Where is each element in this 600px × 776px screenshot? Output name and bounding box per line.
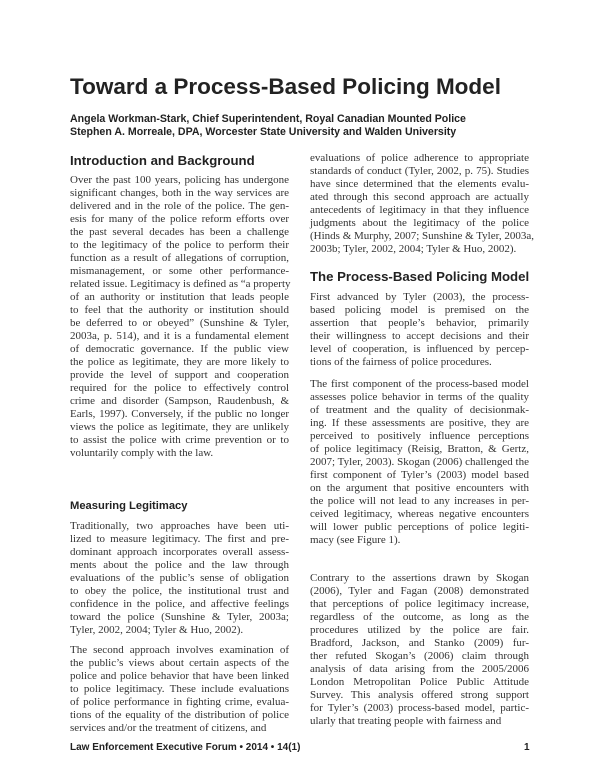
- text-line: tions of the equality of the distribution of police: [70, 709, 289, 721]
- text-line: to feel that the authority or institution should: [70, 304, 289, 316]
- text-line: standards of conduct (Tyler, 2002, p. 75). Studies: [310, 165, 529, 177]
- text-line: perceived to positively influence perceptions: [310, 430, 529, 442]
- text-line: to the legitimacy of the police to perform their: [70, 239, 289, 251]
- text-line: Over the past 100 years, policing has undergone: [70, 174, 289, 186]
- text-line: judgments about the legitimacy of the police: [310, 217, 529, 229]
- author-line-2: Stephen A. Morreale, DPA, Worcester State University and Walden University: [70, 126, 457, 138]
- text-line: regardless of the outcome, as long as the: [310, 611, 529, 623]
- text-line: provide the level of support and cooperation: [70, 369, 289, 381]
- page-number: 1: [524, 742, 530, 753]
- text-line: of police performance in fighting crime, evalua-: [70, 696, 289, 708]
- text-line: Earls, 1997). Conversely, if the public no longer: [70, 408, 289, 420]
- text-line: to police legitimacy. These include evaluations: [70, 683, 289, 695]
- text-line: the police as legitimate, they are more likely to: [70, 356, 289, 368]
- text-line: for Tyler’s (2003) process-based model, partic-: [310, 702, 529, 714]
- text-line: of treatment and the quality of decisionmak-: [310, 404, 529, 416]
- text-line: related issue. Legitimacy is defined as “a property: [70, 278, 291, 290]
- paragraph-model-2: [310, 378, 529, 547]
- text-line: first component of Tyler’s (2003) model based: [310, 469, 529, 481]
- text-line: tions of the fairness of police procedures.: [310, 356, 492, 368]
- text-line: Bradford, Jackson, and Stanko (2009) fur-: [310, 637, 529, 649]
- paragraph-model-3: [310, 572, 529, 728]
- text-line: (2006), Tyler and Fagan (2008) demonstrated: [310, 585, 529, 597]
- text-line: ments about the police and the law through: [70, 559, 289, 571]
- paragraph-measuring-1: [70, 520, 289, 637]
- text-line: to assist the police with crime prevention or to: [70, 434, 289, 446]
- text-line: based policing model is premised on the: [310, 304, 529, 316]
- heading-process-based-model: The Process-Based Policing Model: [310, 269, 530, 284]
- text-line: of democratic governance. If the public view: [70, 343, 289, 355]
- text-line: The second approach involves examination of: [70, 644, 289, 656]
- text-line: ceived legitimacy, whereas negative encounters: [310, 508, 529, 520]
- text-line: of police legitimacy (Reisig, Bratton, & Gertz,: [310, 443, 529, 455]
- text-line: police and police behavior that have been linked: [70, 670, 289, 682]
- text-line: voluntarily comply with the law.: [70, 447, 214, 459]
- text-line: (Hinds & Murphy, 2007; Sunshine & Tyler, 2003a,: [310, 230, 534, 242]
- text-line: required for the police to effectively control: [70, 382, 289, 394]
- text-line: London Metropolitan Police Public Attitude: [310, 676, 529, 688]
- footer-journal: Law Enforcement Executive Forum • 2014 • 14(1): [70, 742, 301, 753]
- text-line: of an authority or institution that leads people: [70, 291, 289, 303]
- text-line: that perceptions of police legitimacy increase,: [310, 598, 529, 610]
- text-line: significant changes, both in the way services are: [70, 187, 289, 199]
- author-line-1: Angela Workman-Stark, Chief Superintendent, Royal Canadian Mounted Police: [70, 113, 466, 125]
- heading-introduction: Introduction and Background: [70, 153, 255, 168]
- text-line: will lower public perceptions of police legiti-: [310, 521, 529, 533]
- text-line: on the argument that positive encounters with: [310, 482, 529, 494]
- text-line: assertion that people’s behavior, primarily: [310, 317, 529, 329]
- text-line: level of cooperation, is influenced by percep-: [310, 343, 529, 355]
- text-line: 2003b; Tyler, 2002, 2004; Tyler & Huo, 2002).: [310, 243, 517, 255]
- text-line: to obey the police, the institutional trust and: [70, 585, 289, 597]
- text-line: the police will not lead to any increases in per-: [310, 495, 529, 507]
- text-line: lized to measure legitimacy. The first and pre-: [70, 533, 289, 545]
- text-line: The first component of the process-based model: [310, 378, 529, 390]
- text-line: 2003a, p. 514), and it is a fundamental element: [70, 330, 289, 342]
- text-line: analysis of data arising from the 2005/2006: [310, 663, 529, 675]
- text-line: services and/or the treatment of citizens, and: [70, 722, 267, 734]
- text-line: ated through this second approach are actually: [310, 191, 529, 203]
- text-line: Traditionally, two approaches have been uti-: [70, 520, 289, 532]
- text-line: toward the police (Sunshine & Tyler, 2003a;: [70, 611, 289, 623]
- text-line: crime and disorder (Sampson, Raudenbush, &: [70, 395, 289, 407]
- text-line: esis for many of the police reform efforts over: [70, 213, 289, 225]
- text-line: the public’s views about certain aspects of the: [70, 657, 289, 669]
- article-title: Toward a Process-Based Policing Model: [70, 74, 501, 99]
- text-line: Contrary to the assertions drawn by Skogan: [310, 572, 529, 584]
- text-line: ther refuted Skogan’s (2006) claim through: [310, 650, 529, 662]
- text-line: dominant approach incorporates overall assess-: [70, 546, 289, 558]
- text-line: 2007; Tyler, 2003). Skogan (2006) challenged the: [310, 456, 529, 468]
- text-line: First advanced by Tyler (2003), the process-: [310, 291, 529, 303]
- text-line: ing. If these assessments are positive, they are: [310, 417, 529, 429]
- paragraph-model-1: [310, 291, 529, 369]
- text-line: procedures utilized by the police are fair.: [310, 624, 529, 636]
- text-line: Survey. This analysis offered strong support: [310, 689, 529, 701]
- text-line: the past several decades has been a challenge: [70, 226, 289, 238]
- paragraph-introduction: [70, 174, 289, 460]
- text-line: confidence in the police, and affective feelings: [70, 598, 289, 610]
- paragraph-measuring-2: [70, 644, 289, 735]
- text-line: views the police as legitimate, they are unlikely: [70, 421, 289, 433]
- text-line: antecedents of legitimacy in that they influence: [310, 204, 529, 216]
- text-line: mismanagement, or some other performance-: [70, 265, 289, 277]
- text-line: macy (see Figure 1).: [310, 534, 401, 546]
- text-line: be deferred to or obeyed” (Sunshine & Tyler,: [70, 317, 289, 329]
- paragraph-continued: [310, 152, 534, 256]
- text-line: Tyler, 2002, 2004; Tyler & Huo, 2002).: [70, 624, 244, 636]
- text-line: evaluations of the public’s sense of obligation: [70, 572, 289, 584]
- text-line: their willingness to accept decisions and their: [310, 330, 529, 342]
- text-line: evaluations of police adherence to appropriate: [310, 152, 529, 164]
- text-line: assesses police behavior in terms of the quality: [310, 391, 529, 403]
- text-line: ularly that treating people with fairness and: [310, 715, 502, 727]
- text-line: have since determined that the elements evalu-: [310, 178, 529, 190]
- text-line: function as a result of allegations of corruption,: [70, 252, 289, 264]
- heading-measuring-legitimacy: Measuring Legitimacy: [70, 500, 188, 512]
- text-line: delivered and in the role of the police. The gen-: [70, 200, 289, 212]
